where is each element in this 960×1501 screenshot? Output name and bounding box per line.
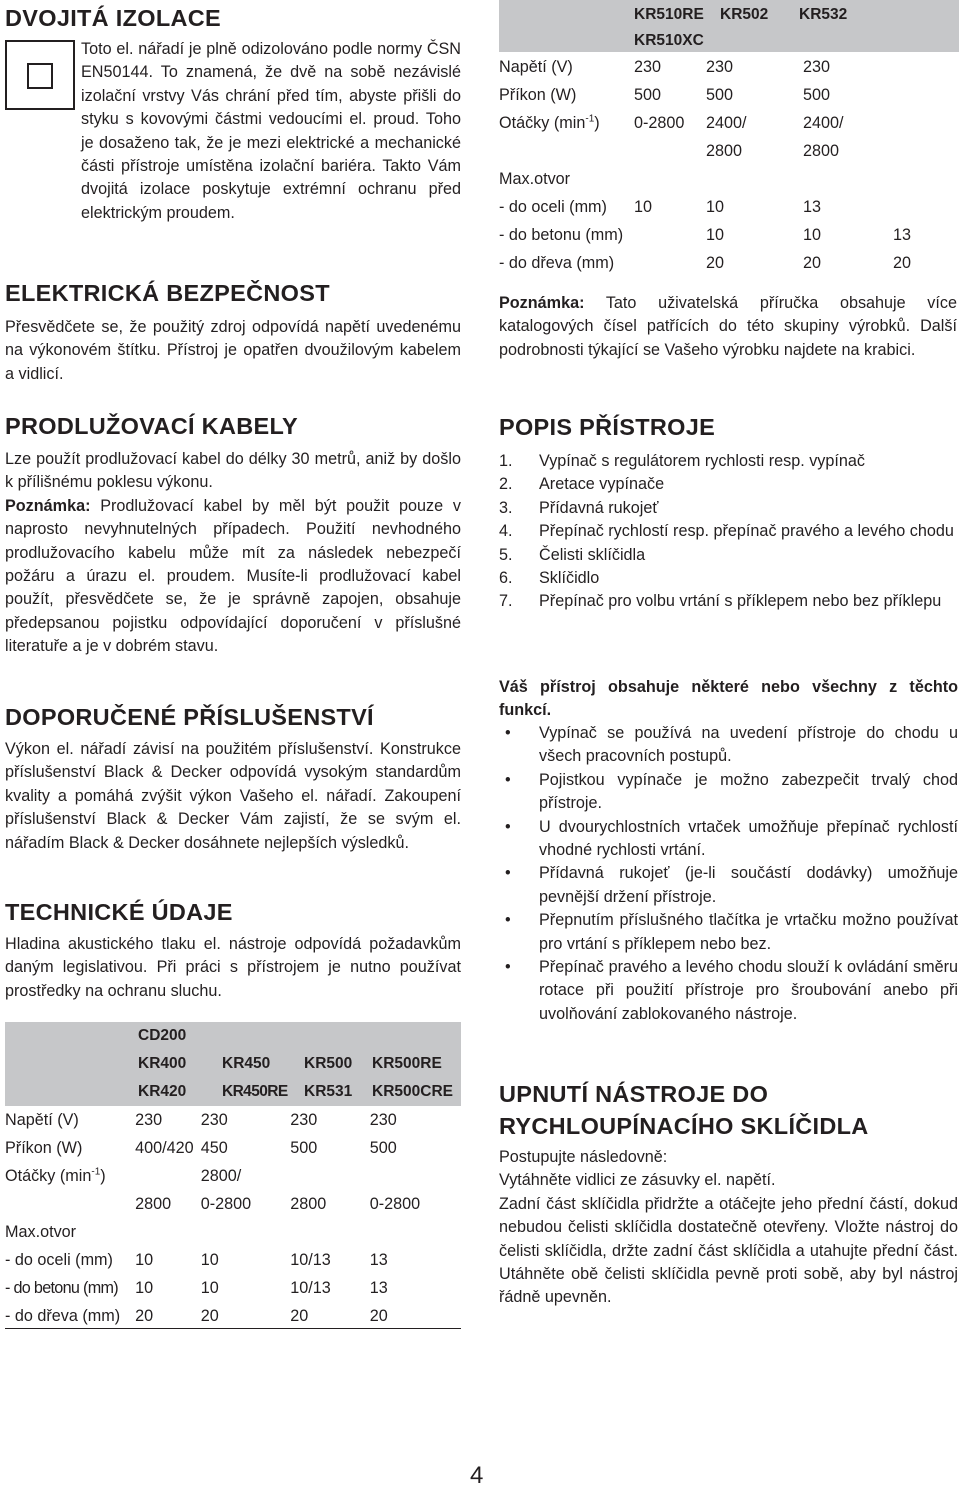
header-cell: KR450RE (222, 1083, 288, 1100)
table-cell: 10 (200, 1250, 219, 1269)
table-cell (893, 53, 953, 81)
table-cell: 500 (369, 1138, 397, 1157)
table-cell: 230 (803, 57, 831, 76)
table-cell: 20 (135, 1306, 154, 1325)
accessories-text: Výkon el. nářadí závisí na použitém příslušenství. Konstrukce příslušenství Black & Decker odpovídá vysokým standardům kvality a pomáhá zvýšit výkon Vašeho el. nářadí. Zakoupení příslušenství Black & Decker Vám zajistí, že se svým el. nářadím Black & Decker dosáhnete nejlepších výsledků. (5, 740, 461, 852)
double-insulation-text: Toto el. nářadí je plně odizolováno podle normy ČSN EN50144. To znamená, že dvě na sobě nezávislé izolační vrstvy Vás chrání před tím, abyste přišli do styku s kovovými částmi vedoucími el. proud. Toho je dosaženo tak, že je mezi elektrické a mechanické části přístroje umístěna izolační bariéra. Takto Vám dvojitá izolace poskytuje extrémní ochranu před elektrickým proudem. (81, 40, 461, 222)
catalog-note (499, 292, 957, 362)
feature-text: Přepínač pravého a levého chodu slouží k ovládání směru rotace při použití přístroje pro šroubování anebo při uvolňování zablokovaného nástroje. (539, 958, 958, 1023)
table-cell: 230 (200, 1110, 228, 1129)
table-cell: Otáčky $(\min^{-1})$ (5, 1166, 106, 1185)
table-cell: Příkon (W) (499, 85, 577, 104)
technical-data-text: Hladina akustického tlaku el. nástroje odpovídá požadavkům daným legislativou. Při práci s přístrojem je nutno používat prostředky na ochranu sluchu. (5, 935, 461, 1000)
table-cell: 10 (135, 1250, 154, 1269)
description-item (499, 567, 958, 590)
note-label: Poznámka: (499, 294, 585, 312)
table-cell: 10 (706, 197, 725, 216)
table-cell: Napětí (V) (5, 1110, 79, 1129)
extension-cables-note (5, 495, 461, 659)
spec-table-right-header (499, 0, 959, 52)
table-cell: 10 (135, 1278, 154, 1297)
table-cell (893, 81, 953, 109)
feature-text: Pojistkou vypínače je možno zabezpečit trvalý chod přístroje. (539, 770, 958, 813)
table-cell: 2800/ (200, 1166, 242, 1185)
description-item (499, 520, 958, 543)
note-label: Poznámka: (5, 496, 91, 515)
table-cell (634, 221, 706, 249)
table-cell: 500 (706, 85, 734, 104)
item-text: Přepínač rychlostí resp. přepínač pravého a levého chodu (539, 522, 954, 541)
spec-table-right (499, 0, 959, 277)
table-row (5, 1246, 461, 1274)
table-cell: 500 (634, 85, 662, 104)
bullet: • (505, 911, 511, 930)
table-row (5, 1190, 461, 1218)
table-cell: 2800 (135, 1194, 172, 1213)
table-cell: 230 (135, 1110, 163, 1129)
page-number: 4 (470, 1462, 484, 1489)
table-row (5, 1302, 461, 1330)
table-row (499, 193, 953, 221)
feature-item (499, 816, 958, 863)
description-list (499, 450, 958, 614)
item-number: 5. (499, 545, 513, 564)
table-cell (5, 1190, 135, 1218)
table-cell: 13 (369, 1278, 388, 1297)
table-row (499, 137, 953, 165)
table-cell (634, 249, 706, 277)
table-cell: 500 (803, 85, 831, 104)
spec-table-left-header (5, 1022, 461, 1106)
table-cell: 450 (200, 1138, 228, 1157)
table-cell: Otáčky $(\min^{-1})$ (499, 113, 600, 132)
table-cell: 10 (634, 197, 653, 216)
table-cell: 10 (706, 225, 725, 244)
item-number: 3. (499, 498, 513, 517)
table-cell: 500 (290, 1138, 318, 1157)
table-cell: 2800 (290, 1194, 327, 1213)
chuck-line1: Postupujte následovně: (499, 1148, 668, 1166)
table-cell (370, 1162, 461, 1190)
extension-cables-heading: PRODLUŽOVACÍ KABELY (5, 413, 298, 439)
table-cell: 13 (803, 197, 822, 216)
table-cell: Max.otvor (499, 169, 571, 188)
double-insulation-heading: DVOJITÁ IZOLACE (5, 5, 222, 31)
header-cell: CD200 (138, 1027, 187, 1044)
header-cell: KR510RE (634, 6, 704, 23)
chuck-line2: Vytáhněte vidlici ze zásuvky el. napětí. (499, 1171, 776, 1190)
item-text: Čelisti sklíčidla (539, 545, 646, 564)
table-cell: 20 (706, 253, 725, 272)
extension-cables-text: Lze použít prodlužovací kabel do délky 30 metrů, aniž by došlo k přílišnému poklesu výkonu. (5, 450, 461, 492)
table-cell: 13 (369, 1250, 388, 1269)
table-cell: 20 (200, 1306, 219, 1325)
item-text: Přepínač pro volbu vrtání s příklepem nebo bez příklepu (539, 592, 942, 611)
electrical-safety-text: Přesvědčete se, že použitý zdroj odpovídá napětí uvedenému na výkonovém štítku. Přístroj je opatřen dvoužilovým kabelem a vidlicí. (5, 318, 461, 383)
table-row (5, 1162, 461, 1190)
item-number: 2. (499, 475, 513, 494)
feature-text: Vypínač se používá na uvedení přístroje do chodu u všech pracovních postupů. (539, 724, 958, 766)
features-list (499, 722, 958, 1026)
table-cell: 10/13 (290, 1250, 331, 1269)
header-cell: KR502 (720, 6, 769, 23)
table-cell (634, 137, 706, 165)
table-cell: 2800 (706, 141, 743, 160)
bullet: • (505, 770, 511, 789)
table-cell (499, 137, 634, 165)
spec-table-right-body (499, 53, 953, 277)
table-row (5, 1274, 461, 1302)
table-cell (803, 165, 893, 193)
table-cell: 10 (200, 1278, 219, 1297)
table-cell: 10/13 (290, 1278, 331, 1297)
feature-text: Přídavná rukojeť (je-li součástí dodávky) umožňuje pevnější držení přístroje. (539, 864, 958, 906)
table-cell: 0-2800 (369, 1194, 421, 1213)
table-cell: 230 (706, 57, 734, 76)
feature-item (499, 909, 958, 956)
table-row (499, 249, 953, 277)
table-cell: 230 (634, 57, 662, 76)
table-cell (201, 1218, 291, 1246)
table-cell: - do oceli (mm) (499, 197, 607, 216)
table-cell: 0-2800 (200, 1194, 252, 1213)
table-cell: 13 (893, 225, 912, 244)
feature-item (499, 769, 958, 816)
table-cell: 10 (803, 225, 822, 244)
table-cell (370, 1218, 461, 1246)
table-row (499, 109, 953, 137)
header-cell: KR450 (222, 1055, 271, 1072)
item-text: Přídavná rukojeť (539, 498, 659, 517)
table-row (499, 53, 953, 81)
chuck-text: Zadní část sklíčidla přidržte a otáčejte jeho přední částí, dokud nebudou čelisti sklíčidla dostatečně otevřeny. Vložte nástroj do čelisti sklíčidla, držte zadní část sklíčidla a utahujte přední část. Utáhněte obě čelisti sklíčidla pevně proti sobě, aby byl nástroj řádně upevněn. (499, 1194, 958, 1307)
table-cell (135, 1162, 201, 1190)
table-cell: - do betonu (mm) (5, 1278, 118, 1297)
table-row (499, 165, 953, 193)
header-cell: KR400 (138, 1055, 187, 1072)
bullet: • (505, 958, 511, 977)
spec-table-left-body (5, 1106, 461, 1330)
header-cell: KR420 (138, 1083, 187, 1100)
table-cell (706, 165, 803, 193)
item-number: 4. (499, 522, 513, 541)
table-cell: Příkon (W) (5, 1138, 83, 1157)
item-text: Vypínač s regulátorem rychlosti resp. vypínač (539, 452, 865, 470)
table-row (499, 81, 953, 109)
table-cell (135, 1218, 201, 1246)
table-cell (893, 193, 953, 221)
table-cell: 2400/ (803, 113, 844, 132)
features-intro: Váš přístroj obsahuje některé nebo všechny z těchto funkcí. (499, 678, 958, 720)
table-row (499, 221, 953, 249)
table-cell: 20 (803, 253, 822, 272)
table-cell: 20 (290, 1306, 309, 1325)
table-cell (634, 165, 706, 193)
table-cell: 230 (369, 1110, 397, 1129)
table-cell: 230 (290, 1110, 318, 1129)
feature-item (499, 956, 958, 1026)
header-cell: KR500 (304, 1055, 353, 1072)
feature-item (499, 862, 958, 909)
header-cell: KR510XC (634, 32, 704, 49)
table-cell: 2800 (803, 141, 840, 160)
item-number: 1. (499, 452, 513, 470)
table-cell (893, 165, 953, 193)
table-cell (893, 137, 953, 165)
feature-item (499, 722, 958, 769)
table-row (5, 1218, 461, 1246)
table-row (5, 1106, 461, 1134)
header-cell: KR531 (304, 1083, 353, 1100)
table-cell (290, 1162, 370, 1190)
chuck-heading-line1: UPNUTÍ NÁSTROJE DO (499, 1081, 769, 1107)
table-cell: - do betonu (mm) (499, 225, 624, 244)
accessories-heading: DOPORUČENÉ PŘÍSLUŠENSTVÍ (5, 704, 374, 730)
item-text: Sklíčidlo (539, 569, 600, 588)
chuck-body (499, 1146, 958, 1310)
table-cell: 400/420 (135, 1138, 194, 1157)
description-item (499, 473, 958, 496)
item-number: 6. (499, 569, 513, 588)
description-item (499, 590, 958, 613)
table-row (5, 1134, 461, 1162)
electrical-safety-heading: ELEKTRICKÁ BEZPEČNOST (5, 280, 330, 306)
double-insulation-icon (5, 40, 75, 110)
table-cell: 0-2800 (634, 113, 685, 132)
item-number: 7. (499, 592, 513, 611)
feature-text: Přepnutím příslušného tlačítka je vrtačku možno používat pro vrtání s příklepem nebo bez. (539, 911, 958, 953)
table-cell: Max.otvor (5, 1222, 77, 1241)
chuck-heading-line2: RYCHLOUPÍNACÍHO SKLÍČIDLA (499, 1113, 869, 1139)
table-cell: - do dřeva (mm) (5, 1306, 121, 1325)
table-cell: 2400/ (706, 113, 747, 132)
bullet: • (505, 864, 511, 883)
header-cell: KR500CRE (372, 1083, 453, 1100)
item-text: Aretace vypínače (539, 475, 665, 494)
table-cell: - do oceli (mm) (5, 1250, 113, 1269)
spec-table-left (5, 1022, 461, 1330)
description-item (499, 497, 958, 520)
header-cell: KR500RE (372, 1055, 442, 1072)
note-text: Tato uživatelská příručka obsahuje více katalogových čísel patřících do této skupiny výrobků. Další podrobnosti týkající se Vašeho výrobku najdete na krabici. (499, 294, 957, 359)
header-cell: KR532 (799, 6, 848, 23)
table-cell: 20 (893, 253, 912, 272)
table-cell (290, 1218, 370, 1246)
feature-text: U dvourychlostních vrtaček umožňuje přepínač rychlostí vhodné rychlosti vrtání. (539, 817, 958, 860)
extension-cables-body (5, 448, 461, 659)
note-text: Prodlužovací kabel by měl být použit pouze v naprosto nevyhnutelných případech. Použití nevhodného prodlužovacího kabelu může mít za následek nebezpečí požáru a úrazu el. proudem. Musíte-li prodlužovací kabel použít, přesvědčete se, že je správně zapojen, obsahuje předepsanou pojistku odpovídající doporučení v příslušné literatuře a je v dobrém stavu. (5, 496, 461, 656)
bullet: • (505, 724, 511, 742)
description-item (499, 544, 958, 567)
table-cell: Napětí (V) (499, 57, 573, 76)
bullet: • (505, 817, 511, 836)
technical-data-heading: TECHNICKÉ ÚDAJE (5, 899, 233, 925)
description-heading: POPIS PŘÍSTROJE (499, 414, 716, 440)
table-cell: - do dřeva (mm) (499, 253, 615, 272)
table-cell: 20 (369, 1306, 388, 1325)
table-cell (893, 109, 953, 137)
description-item (499, 450, 958, 473)
